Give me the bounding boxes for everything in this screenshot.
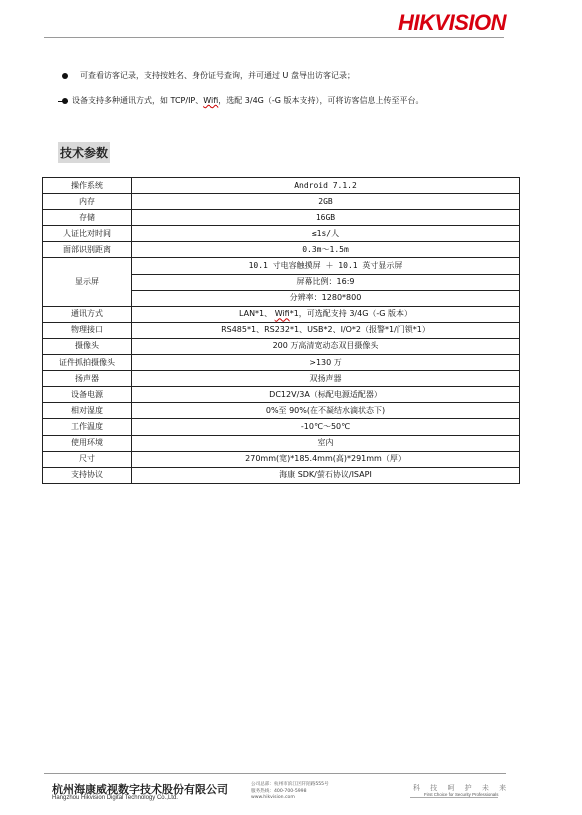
table-row <box>43 178 520 194</box>
spec-value: 270mm(宽)*185.4mm(高)*291mm（厚） <box>132 451 520 467</box>
spec-key: 尺寸 <box>43 451 132 467</box>
spec-value: >130 万 <box>132 355 520 371</box>
table-row <box>43 451 520 467</box>
footer-contact-block <box>251 782 329 802</box>
spec-value: 屏幕比例：16:9 <box>132 274 520 290</box>
spec-key: 内存 <box>43 194 132 210</box>
footer-address: 公司总部：杭州市滨江区阡陌路555号 <box>251 782 329 787</box>
footer-website: www.hikvision.com <box>251 795 295 800</box>
spec-value: 分辨率：1280*800 <box>132 290 520 306</box>
table-row <box>43 226 520 242</box>
table-row <box>43 419 520 435</box>
spec-key: 支持协议 <box>43 467 132 483</box>
table-row <box>43 371 520 387</box>
spec-value: 海康 SDK/萤石协议/ISAPI <box>132 467 520 483</box>
table-row <box>43 403 520 419</box>
spec-value: 0.3m～1.5m <box>132 242 520 258</box>
spec-value: 2GB <box>132 194 520 210</box>
bullet-dot-icon <box>62 73 68 79</box>
table-row <box>43 355 520 371</box>
footer-company-en: Hangzhou Hikvision Digital Technology Co.,Ltd. <box>52 795 178 801</box>
bullet-text-wavy: Wifi <box>203 96 219 105</box>
table-row <box>43 435 520 451</box>
spec-key: 显示屏 <box>43 258 132 306</box>
table-row <box>43 387 520 403</box>
spec-value: RS485*1、RS232*1、USB*2、I/O*2（报警*1/门锁*1） <box>132 322 520 338</box>
footer-slogan: 科 技 呵 护 未 来 <box>413 784 511 792</box>
section-title: 技术参数 <box>58 142 110 163</box>
footer-company-cn: 杭州海康威视数字技术股份有限公司 <box>52 783 228 796</box>
spec-value: ≤1s/人 <box>132 226 520 242</box>
spec-value: 16GB <box>132 210 520 226</box>
hikvision-logo: HIKVISION <box>398 10 506 35</box>
spec-key: 摄像头 <box>43 338 132 354</box>
table-row <box>43 338 520 354</box>
spec-key: 物理接口 <box>43 322 132 338</box>
spec-value: 室内 <box>132 435 520 451</box>
table-row <box>43 306 520 322</box>
bullet-item <box>62 71 355 81</box>
spec-key: 存储 <box>43 210 132 226</box>
bullet-text: 可查看访客记录，支持按姓名、身份证号查询，并可通过 U 盘导出访客记录； <box>80 71 355 80</box>
spec-value: 200 万高清宽动态双目摄像头 <box>132 338 520 354</box>
spec-table <box>42 177 520 484</box>
spec-value: DC12V/3A（标配电源适配器） <box>132 387 520 403</box>
footer-divider <box>44 773 506 774</box>
spec-value: Android 7.1.2 <box>132 178 520 194</box>
spec-key: 扬声器 <box>43 371 132 387</box>
table-row <box>43 258 520 274</box>
bullet-text-part: ，选配 3/4G（-G 版本支持），可将访客信息上传至平台。 <box>218 96 424 105</box>
spec-value: 双扬声器 <box>132 371 520 387</box>
spec-key: 操作系统 <box>43 178 132 194</box>
footer-slogan-divider <box>410 797 498 798</box>
table-row <box>43 467 520 483</box>
spec-key: 工作温度 <box>43 419 132 435</box>
footer-slogan-en: First Choice for Security Professionals <box>424 792 499 797</box>
spec-value-part: LAN*1、 <box>238 309 275 319</box>
table-row <box>43 242 520 258</box>
table-row <box>43 194 520 210</box>
header-divider <box>44 37 504 38</box>
bullet-text-part: 设备支持多种通讯方式，如 TCP/IP、 <box>72 96 204 105</box>
spec-key: 使用环境 <box>43 435 132 451</box>
spec-value: -10℃～50℃ <box>132 419 520 435</box>
spec-key: 面部识别距离 <box>43 242 132 258</box>
footer-hotline: 服务热线：400-700-5998 <box>251 788 307 794</box>
bullet-dash-icon <box>58 101 68 102</box>
spec-value-part: *1，可选配支持 3/4G（-G 版本） <box>289 309 413 319</box>
spec-key: 人证比对时间 <box>43 226 132 242</box>
spec-key: 通讯方式 <box>43 306 132 322</box>
table-row <box>43 210 520 226</box>
spec-value: 0%至 90%(在不凝结水滴状态下) <box>132 403 520 419</box>
spec-value-wavy: Wifi <box>274 309 290 319</box>
spec-value: 10.1 寸电容触摸屏 ＋ 10.1 英寸显示屏 <box>132 258 520 274</box>
spec-key: 证件抓拍摄像头 <box>43 355 132 371</box>
bullet-item <box>62 96 424 106</box>
spec-key: 设备电源 <box>43 387 132 403</box>
table-row <box>43 322 520 338</box>
spec-value <box>132 306 520 322</box>
spec-key: 相对湿度 <box>43 403 132 419</box>
